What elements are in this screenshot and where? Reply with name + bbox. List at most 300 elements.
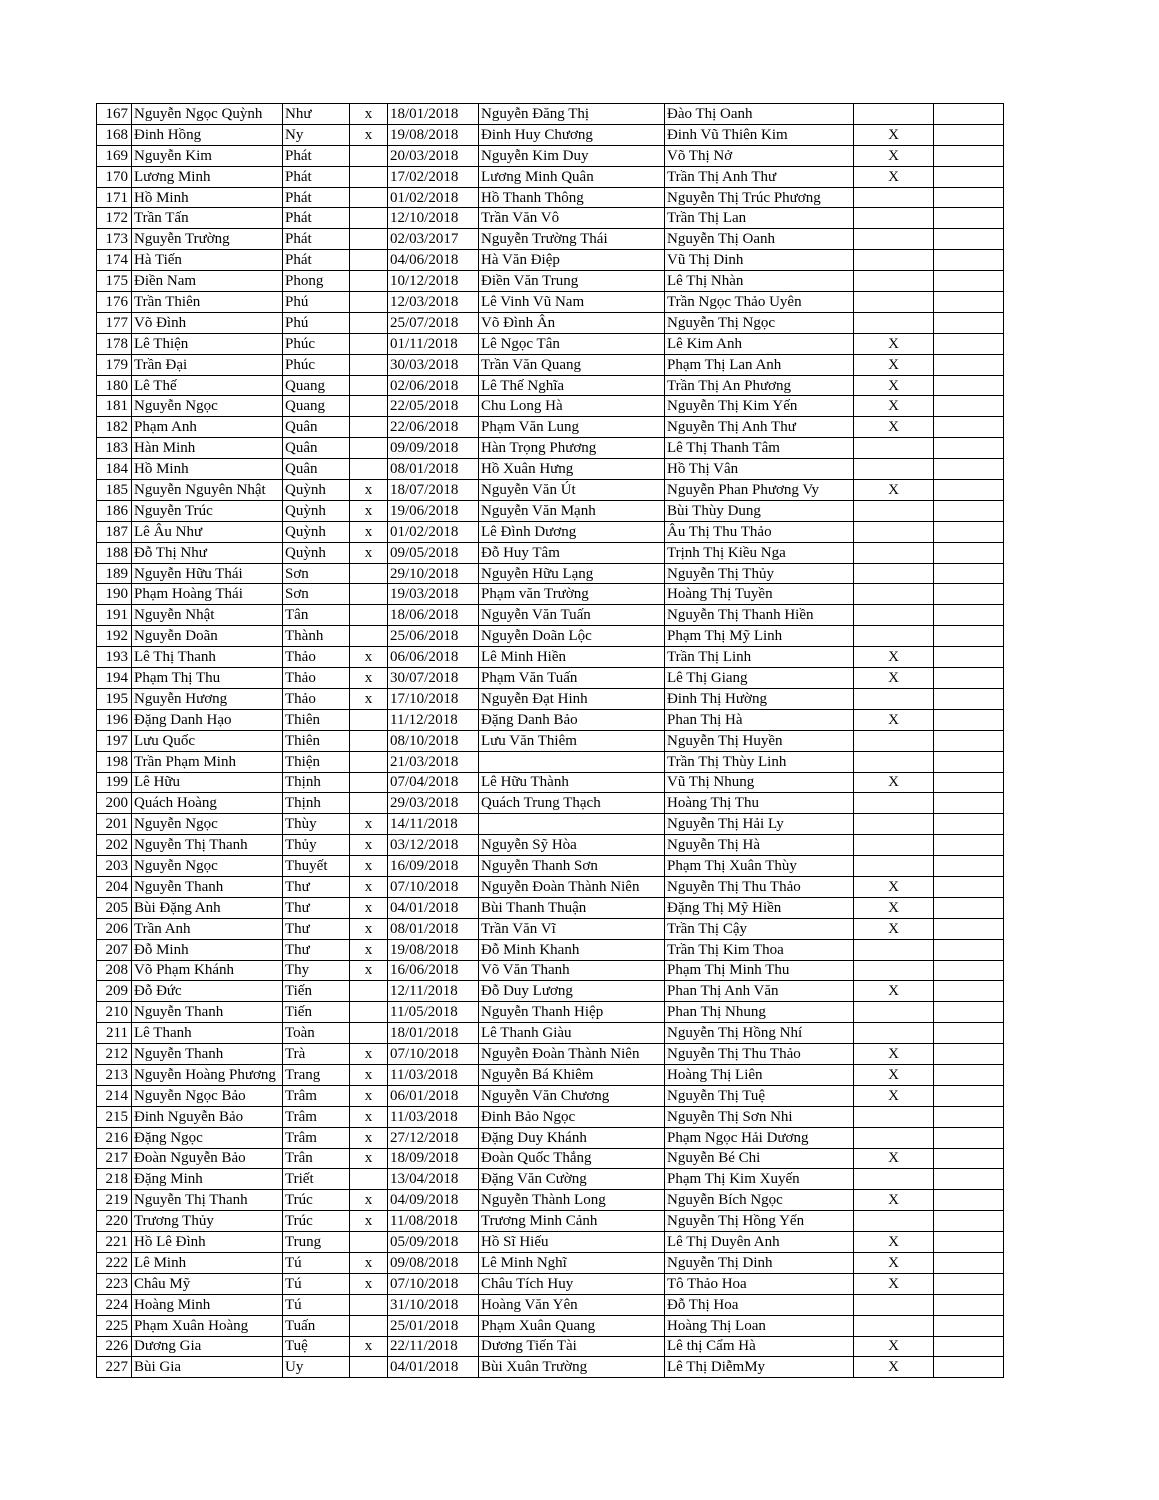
extra-cell bbox=[934, 480, 1004, 501]
flag-mark-cell bbox=[854, 835, 934, 856]
birth-date-cell: 12/10/2018 bbox=[388, 208, 479, 229]
flag-mark-cell bbox=[854, 1294, 934, 1315]
student-given-name-cell: Quỳnh bbox=[283, 521, 350, 542]
mother-name-cell: Nguyễn Thị Tuệ bbox=[665, 1085, 854, 1106]
table-row bbox=[97, 647, 1004, 668]
table-row bbox=[97, 1336, 1004, 1357]
student-surname-cell: Nguyễn Ngọc bbox=[132, 856, 283, 877]
female-mark-cell: x bbox=[350, 542, 388, 563]
student-given-name-cell: Thảo bbox=[283, 647, 350, 668]
flag-mark-cell: X bbox=[854, 396, 934, 417]
student-surname-cell: Nguyễn Ngọc bbox=[132, 814, 283, 835]
flag-mark-cell bbox=[854, 605, 934, 626]
student-surname-cell: Đinh Nguyễn Bảo bbox=[132, 1106, 283, 1127]
mother-name-cell: Hoàng Thị Thu bbox=[665, 793, 854, 814]
female-mark-cell bbox=[350, 208, 388, 229]
mother-name-cell: Trần Thị An Phương bbox=[665, 375, 854, 396]
father-name-cell: Lê Minh Hiền bbox=[479, 647, 665, 668]
table-row bbox=[97, 1294, 1004, 1315]
student-given-name-cell: Sơn bbox=[283, 563, 350, 584]
mother-name-cell: Lê thị Cẩm Hà bbox=[665, 1336, 854, 1357]
mother-name-cell: Nguyễn Thị Thanh Hiền bbox=[665, 605, 854, 626]
row-number: 198 bbox=[97, 751, 132, 772]
student-surname-cell: Đặng Ngọc bbox=[132, 1127, 283, 1148]
female-mark-cell: x bbox=[350, 960, 388, 981]
mother-name-cell: Nguyễn Thị Thu Thảo bbox=[665, 876, 854, 897]
row-number: 197 bbox=[97, 730, 132, 751]
father-name-cell: Lưu Văn Thiêm bbox=[479, 730, 665, 751]
student-given-name-cell: Thảo bbox=[283, 688, 350, 709]
female-mark-cell bbox=[350, 751, 388, 772]
female-mark-cell: x bbox=[350, 1064, 388, 1085]
extra-cell bbox=[934, 814, 1004, 835]
extra-cell bbox=[934, 668, 1004, 689]
extra-cell bbox=[934, 312, 1004, 333]
student-surname-cell: Nguyễn Hương bbox=[132, 688, 283, 709]
extra-cell bbox=[934, 1336, 1004, 1357]
student-surname-cell: Bùi Đặng Anh bbox=[132, 897, 283, 918]
student-surname-cell: Trần Thiên bbox=[132, 292, 283, 313]
student-given-name-cell: Quang bbox=[283, 396, 350, 417]
flag-mark-cell: X bbox=[854, 1148, 934, 1169]
table-row bbox=[97, 104, 1004, 125]
father-name-cell: Nguyễn Doãn Lộc bbox=[479, 626, 665, 647]
row-number: 171 bbox=[97, 187, 132, 208]
student-given-name-cell: Trâm bbox=[283, 1127, 350, 1148]
table-row bbox=[97, 1315, 1004, 1336]
female-mark-cell bbox=[350, 709, 388, 730]
father-name-cell: Nguyễn Hữu Lạng bbox=[479, 563, 665, 584]
flag-mark-cell: X bbox=[854, 897, 934, 918]
father-name-cell: Châu Tích Huy bbox=[479, 1273, 665, 1294]
extra-cell bbox=[934, 166, 1004, 187]
mother-name-cell: Hoàng Thị Loan bbox=[665, 1315, 854, 1336]
student-given-name-cell: Tú bbox=[283, 1252, 350, 1273]
extra-cell bbox=[934, 1294, 1004, 1315]
extra-cell bbox=[934, 396, 1004, 417]
flag-mark-cell bbox=[854, 1211, 934, 1232]
row-number: 226 bbox=[97, 1336, 132, 1357]
row-number: 214 bbox=[97, 1085, 132, 1106]
flag-mark-cell: X bbox=[854, 354, 934, 375]
father-name-cell: Hàn Trọng Phương bbox=[479, 438, 665, 459]
female-mark-cell: x bbox=[350, 647, 388, 668]
flag-mark-cell bbox=[854, 814, 934, 835]
female-mark-cell: x bbox=[350, 1211, 388, 1232]
mother-name-cell: Lê Thị Giang bbox=[665, 668, 854, 689]
student-given-name-cell: Thy bbox=[283, 960, 350, 981]
female-mark-cell bbox=[350, 981, 388, 1002]
female-mark-cell: x bbox=[350, 856, 388, 877]
student-surname-cell: Trương Thủy bbox=[132, 1211, 283, 1232]
table-row bbox=[97, 688, 1004, 709]
birth-date-cell: 22/05/2018 bbox=[388, 396, 479, 417]
table-row bbox=[97, 605, 1004, 626]
student-given-name-cell: Phúc bbox=[283, 354, 350, 375]
female-mark-cell bbox=[350, 1023, 388, 1044]
student-surname-cell: Trần Đại bbox=[132, 354, 283, 375]
student-given-name-cell: Tú bbox=[283, 1273, 350, 1294]
student-given-name-cell: Phát bbox=[283, 187, 350, 208]
father-name-cell: Nguyễn Thanh Sơn bbox=[479, 856, 665, 877]
row-number: 209 bbox=[97, 981, 132, 1002]
table-row bbox=[97, 1064, 1004, 1085]
female-mark-cell bbox=[350, 166, 388, 187]
flag-mark-cell bbox=[854, 793, 934, 814]
table-row bbox=[97, 751, 1004, 772]
birth-date-cell: 04/01/2018 bbox=[388, 1357, 479, 1378]
table-row bbox=[97, 271, 1004, 292]
mother-name-cell: Nguyễn Thị Hồng Nhí bbox=[665, 1023, 854, 1044]
student-surname-cell: Lê Âu Như bbox=[132, 521, 283, 542]
row-number: 187 bbox=[97, 521, 132, 542]
row-number: 216 bbox=[97, 1127, 132, 1148]
mother-name-cell: Nguyễn Thị Thủy bbox=[665, 563, 854, 584]
mother-name-cell: Bùi Thùy Dung bbox=[665, 500, 854, 521]
table-row bbox=[97, 1127, 1004, 1148]
father-name-cell: Nguyễn Văn Út bbox=[479, 480, 665, 501]
birth-date-cell: 19/06/2018 bbox=[388, 500, 479, 521]
extra-cell bbox=[934, 1169, 1004, 1190]
female-mark-cell bbox=[350, 772, 388, 793]
father-name-cell: Quách Trung Thạch bbox=[479, 793, 665, 814]
birth-date-cell: 03/12/2018 bbox=[388, 835, 479, 856]
father-name-cell: Hà Văn Điệp bbox=[479, 250, 665, 271]
student-surname-cell: Nguyễn Ngọc bbox=[132, 396, 283, 417]
female-mark-cell: x bbox=[350, 1044, 388, 1065]
student-given-name-cell: Thành bbox=[283, 626, 350, 647]
table-row bbox=[97, 250, 1004, 271]
student-given-name-cell: Trân bbox=[283, 1148, 350, 1169]
mother-name-cell: Trịnh Thị Kiều Nga bbox=[665, 542, 854, 563]
father-name-cell: Chu Long Hà bbox=[479, 396, 665, 417]
mother-name-cell: Âu Thị Thu Thảo bbox=[665, 521, 854, 542]
female-mark-cell: x bbox=[350, 1106, 388, 1127]
father-name-cell: Nguyễn Thành Long bbox=[479, 1190, 665, 1211]
mother-name-cell: Đinh Thị Hường bbox=[665, 688, 854, 709]
student-given-name-cell: Trang bbox=[283, 1064, 350, 1085]
table-row bbox=[97, 208, 1004, 229]
student-surname-cell: Nguyễn Ngọc Quỳnh bbox=[132, 104, 283, 125]
birth-date-cell: 01/02/2018 bbox=[388, 187, 479, 208]
flag-mark-cell bbox=[854, 1002, 934, 1023]
student-given-name-cell: Quân bbox=[283, 438, 350, 459]
father-name-cell: Nguyễn Trường Thái bbox=[479, 229, 665, 250]
father-name-cell: Lê Đình Dương bbox=[479, 521, 665, 542]
student-surname-cell: Hồ Lê Đình bbox=[132, 1232, 283, 1253]
student-given-name-cell: Tú bbox=[283, 1294, 350, 1315]
mother-name-cell: Tô Thảo Hoa bbox=[665, 1273, 854, 1294]
extra-cell bbox=[934, 208, 1004, 229]
table-row bbox=[97, 835, 1004, 856]
row-number: 168 bbox=[97, 124, 132, 145]
father-name-cell: Đoàn Quốc Thắng bbox=[479, 1148, 665, 1169]
birth-date-cell: 08/10/2018 bbox=[388, 730, 479, 751]
birth-date-cell: 31/10/2018 bbox=[388, 1294, 479, 1315]
row-number: 185 bbox=[97, 480, 132, 501]
student-given-name-cell: Thiên bbox=[283, 709, 350, 730]
father-name-cell: Nguyễn Văn Chương bbox=[479, 1085, 665, 1106]
father-name-cell: Nguyễn Sỹ Hòa bbox=[479, 835, 665, 856]
row-number: 208 bbox=[97, 960, 132, 981]
mother-name-cell: Nguyễn Thị Huyền bbox=[665, 730, 854, 751]
father-name-cell: Nguyễn Đoàn Thành Niên bbox=[479, 1044, 665, 1065]
father-name-cell bbox=[479, 751, 665, 772]
extra-cell bbox=[934, 1315, 1004, 1336]
table-row bbox=[97, 292, 1004, 313]
mother-name-cell: Trần Thị Kim Thoa bbox=[665, 939, 854, 960]
row-number: 219 bbox=[97, 1190, 132, 1211]
flag-mark-cell: X bbox=[854, 647, 934, 668]
flag-mark-cell: X bbox=[854, 145, 934, 166]
student-given-name-cell: Thư bbox=[283, 876, 350, 897]
mother-name-cell: Lê Thị Nhàn bbox=[665, 271, 854, 292]
birth-date-cell: 25/07/2018 bbox=[388, 312, 479, 333]
mother-name-cell: Phạm Ngọc Hải Dương bbox=[665, 1127, 854, 1148]
extra-cell bbox=[934, 709, 1004, 730]
table-row bbox=[97, 145, 1004, 166]
father-name-cell: Đỗ Huy Tâm bbox=[479, 542, 665, 563]
female-mark-cell bbox=[350, 563, 388, 584]
student-surname-cell: Lê Thế bbox=[132, 375, 283, 396]
female-mark-cell bbox=[350, 1315, 388, 1336]
table-row bbox=[97, 396, 1004, 417]
student-given-name-cell: Tiến bbox=[283, 981, 350, 1002]
flag-mark-cell: X bbox=[854, 918, 934, 939]
female-mark-cell: x bbox=[350, 1085, 388, 1106]
student-surname-cell: Trần Anh bbox=[132, 918, 283, 939]
flag-mark-cell bbox=[854, 208, 934, 229]
student-surname-cell: Lê Hữu bbox=[132, 772, 283, 793]
birth-date-cell: 30/07/2018 bbox=[388, 668, 479, 689]
student-surname-cell: Võ Đình bbox=[132, 312, 283, 333]
mother-name-cell: Nguyễn Bé Chi bbox=[665, 1148, 854, 1169]
birth-date-cell: 29/10/2018 bbox=[388, 563, 479, 584]
female-mark-cell: x bbox=[350, 876, 388, 897]
table-row bbox=[97, 668, 1004, 689]
flag-mark-cell bbox=[854, 939, 934, 960]
row-number: 221 bbox=[97, 1232, 132, 1253]
father-name-cell: Dương Tiến Tài bbox=[479, 1336, 665, 1357]
flag-mark-cell bbox=[854, 960, 934, 981]
birth-date-cell: 09/09/2018 bbox=[388, 438, 479, 459]
female-mark-cell bbox=[350, 626, 388, 647]
flag-mark-cell bbox=[854, 104, 934, 125]
student-given-name-cell: Thảo bbox=[283, 668, 350, 689]
row-number: 174 bbox=[97, 250, 132, 271]
extra-cell bbox=[934, 417, 1004, 438]
row-number: 204 bbox=[97, 876, 132, 897]
extra-cell bbox=[934, 1002, 1004, 1023]
table-row bbox=[97, 1252, 1004, 1273]
extra-cell bbox=[934, 918, 1004, 939]
row-number: 193 bbox=[97, 647, 132, 668]
birth-date-cell: 27/12/2018 bbox=[388, 1127, 479, 1148]
extra-cell bbox=[934, 145, 1004, 166]
row-number: 173 bbox=[97, 229, 132, 250]
table-row bbox=[97, 584, 1004, 605]
student-given-name-cell: Trâm bbox=[283, 1085, 350, 1106]
mother-name-cell: Nguyễn Thị Kim Yến bbox=[665, 396, 854, 417]
student-given-name-cell: Phú bbox=[283, 312, 350, 333]
flag-mark-cell bbox=[854, 187, 934, 208]
student-given-name-cell: Quỳnh bbox=[283, 500, 350, 521]
table-row bbox=[97, 1148, 1004, 1169]
student-given-name-cell: Thịnh bbox=[283, 772, 350, 793]
extra-cell bbox=[934, 981, 1004, 1002]
row-number: 196 bbox=[97, 709, 132, 730]
mother-name-cell: Đào Thị Oanh bbox=[665, 104, 854, 125]
table-row bbox=[97, 1085, 1004, 1106]
row-number: 202 bbox=[97, 835, 132, 856]
birth-date-cell: 17/02/2018 bbox=[388, 166, 479, 187]
student-surname-cell: Nguyễn Hoàng Phương bbox=[132, 1064, 283, 1085]
table-row bbox=[97, 124, 1004, 145]
female-mark-cell bbox=[350, 438, 388, 459]
table-row bbox=[97, 1044, 1004, 1065]
flag-mark-cell: X bbox=[854, 1252, 934, 1273]
table-row bbox=[97, 626, 1004, 647]
female-mark-cell bbox=[350, 145, 388, 166]
row-number: 192 bbox=[97, 626, 132, 647]
student-given-name-cell: Thuyết bbox=[283, 856, 350, 877]
student-given-name-cell: Phúc bbox=[283, 333, 350, 354]
flag-mark-cell: X bbox=[854, 124, 934, 145]
student-surname-cell: Đỗ Thị Như bbox=[132, 542, 283, 563]
table-row bbox=[97, 1357, 1004, 1378]
table-row bbox=[97, 500, 1004, 521]
mother-name-cell: Phạm Thị Lan Anh bbox=[665, 354, 854, 375]
student-given-name-cell: Tuấn bbox=[283, 1315, 350, 1336]
extra-cell bbox=[934, 292, 1004, 313]
row-number: 167 bbox=[97, 104, 132, 125]
father-name-cell: Đặng Danh Bảo bbox=[479, 709, 665, 730]
birth-date-cell: 10/12/2018 bbox=[388, 271, 479, 292]
mother-name-cell: Nguyễn Thị Hồng Yến bbox=[665, 1211, 854, 1232]
student-given-name-cell: Thủy bbox=[283, 835, 350, 856]
female-mark-cell bbox=[350, 229, 388, 250]
female-mark-cell bbox=[350, 354, 388, 375]
table-row bbox=[97, 1106, 1004, 1127]
father-name-cell: Võ Văn Thanh bbox=[479, 960, 665, 981]
flag-mark-cell: X bbox=[854, 1064, 934, 1085]
mother-name-cell: Trần Thị Linh bbox=[665, 647, 854, 668]
student-surname-cell: Nguyễn Thị Thanh bbox=[132, 1190, 283, 1211]
flag-mark-cell: X bbox=[854, 876, 934, 897]
extra-cell bbox=[934, 835, 1004, 856]
female-mark-cell bbox=[350, 584, 388, 605]
student-surname-cell: Lê Thanh bbox=[132, 1023, 283, 1044]
mother-name-cell: Hoàng Thị Tuyền bbox=[665, 584, 854, 605]
student-given-name-cell: Phát bbox=[283, 229, 350, 250]
table-row bbox=[97, 772, 1004, 793]
extra-cell bbox=[934, 333, 1004, 354]
father-name-cell: Trần Văn Quang bbox=[479, 354, 665, 375]
table-row bbox=[97, 1211, 1004, 1232]
birth-date-cell: 25/01/2018 bbox=[388, 1315, 479, 1336]
student-surname-cell: Nguyễn Nhật bbox=[132, 605, 283, 626]
extra-cell bbox=[934, 500, 1004, 521]
row-number: 184 bbox=[97, 459, 132, 480]
row-number: 207 bbox=[97, 939, 132, 960]
female-mark-cell bbox=[350, 312, 388, 333]
mother-name-cell: Lê Thị DiễmMy bbox=[665, 1357, 854, 1378]
extra-cell bbox=[934, 960, 1004, 981]
student-given-name-cell: Quân bbox=[283, 417, 350, 438]
row-number: 182 bbox=[97, 417, 132, 438]
student-given-name-cell: Thùy bbox=[283, 814, 350, 835]
student-given-name-cell: Sơn bbox=[283, 584, 350, 605]
mother-name-cell: Vũ Thị Nhung bbox=[665, 772, 854, 793]
mother-name-cell: Nguyễn Bích Ngọc bbox=[665, 1190, 854, 1211]
extra-cell bbox=[934, 939, 1004, 960]
mother-name-cell: Đỗ Thị Hoa bbox=[665, 1294, 854, 1315]
flag-mark-cell bbox=[854, 1106, 934, 1127]
father-name-cell: Nguyễn Đăng Thị bbox=[479, 104, 665, 125]
student-surname-cell: Phạm Hoàng Thái bbox=[132, 584, 283, 605]
extra-cell bbox=[934, 584, 1004, 605]
mother-name-cell: Trần Thị Thùy Linh bbox=[665, 751, 854, 772]
father-name-cell: Nguyễn Đạt Hinh bbox=[479, 688, 665, 709]
female-mark-cell bbox=[350, 250, 388, 271]
father-name-cell: Nguyễn Đoàn Thành Niên bbox=[479, 876, 665, 897]
flag-mark-cell: X bbox=[854, 166, 934, 187]
student-roster-sheet bbox=[96, 103, 1004, 1378]
table-row bbox=[97, 1002, 1004, 1023]
female-mark-cell: x bbox=[350, 1336, 388, 1357]
father-name-cell: Bùi Thanh Thuận bbox=[479, 897, 665, 918]
mother-name-cell: Phan Thị Anh Văn bbox=[665, 981, 854, 1002]
row-number: 186 bbox=[97, 500, 132, 521]
birth-date-cell: 18/01/2018 bbox=[388, 1023, 479, 1044]
mother-name-cell: Nguyễn Thị Hải Ly bbox=[665, 814, 854, 835]
student-surname-cell: Đoàn Nguyễn Bảo bbox=[132, 1148, 283, 1169]
table-row bbox=[97, 1169, 1004, 1190]
father-name-cell: Lê Ngọc Tân bbox=[479, 333, 665, 354]
birth-date-cell: 18/06/2018 bbox=[388, 605, 479, 626]
student-surname-cell: Nguyễn Hữu Thái bbox=[132, 563, 283, 584]
row-number: 179 bbox=[97, 354, 132, 375]
flag-mark-cell bbox=[854, 626, 934, 647]
student-surname-cell: Hồ Minh bbox=[132, 187, 283, 208]
extra-cell bbox=[934, 354, 1004, 375]
extra-cell bbox=[934, 1106, 1004, 1127]
female-mark-cell: x bbox=[350, 124, 388, 145]
female-mark-cell: x bbox=[350, 480, 388, 501]
student-given-name-cell: Tân bbox=[283, 605, 350, 626]
student-surname-cell: Điền Nam bbox=[132, 271, 283, 292]
row-number: 223 bbox=[97, 1273, 132, 1294]
student-surname-cell: Nguyễn Thanh bbox=[132, 1044, 283, 1065]
birth-date-cell: 07/10/2018 bbox=[388, 1273, 479, 1294]
student-surname-cell: Trần Phạm Minh bbox=[132, 751, 283, 772]
extra-cell bbox=[934, 459, 1004, 480]
mother-name-cell: Trần Thị Anh Thư bbox=[665, 166, 854, 187]
table-row bbox=[97, 876, 1004, 897]
table-row bbox=[97, 521, 1004, 542]
extra-cell bbox=[934, 730, 1004, 751]
father-name-cell: Đặng Duy Khánh bbox=[479, 1127, 665, 1148]
female-mark-cell bbox=[350, 271, 388, 292]
table-row bbox=[97, 981, 1004, 1002]
birth-date-cell: 12/03/2018 bbox=[388, 292, 479, 313]
birth-date-cell: 06/01/2018 bbox=[388, 1085, 479, 1106]
table-row bbox=[97, 480, 1004, 501]
student-given-name-cell: Thiên bbox=[283, 730, 350, 751]
table-row bbox=[97, 417, 1004, 438]
mother-name-cell: Hồ Thị Vân bbox=[665, 459, 854, 480]
table-row bbox=[97, 333, 1004, 354]
